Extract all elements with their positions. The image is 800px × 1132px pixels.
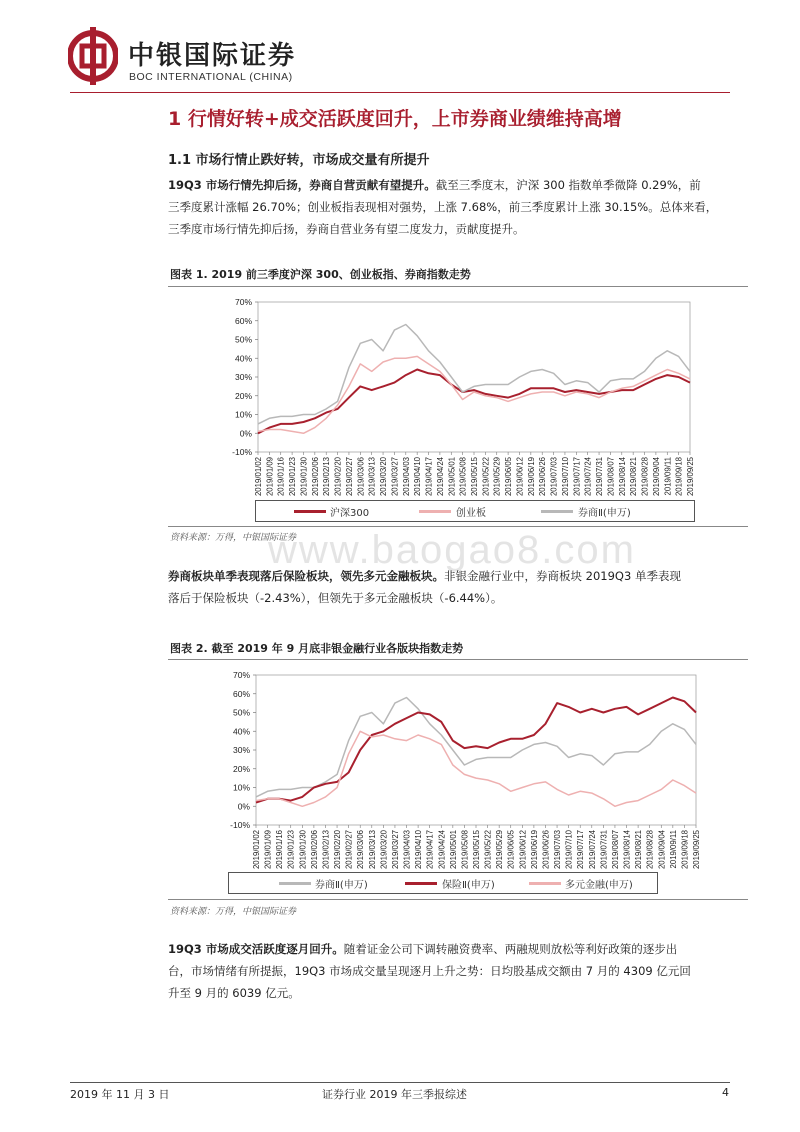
figure-1-source: 资料来源：万得，中银国际证券 xyxy=(170,533,297,543)
x-tick-label: 2019/09/11 xyxy=(668,830,678,869)
y-tick-label: 70% xyxy=(234,297,252,307)
legend-1-gem-label: 创业板 xyxy=(456,508,486,519)
x-tick-label: 2019/05/22 xyxy=(481,457,491,497)
x-tick-label: 2019/04/24 xyxy=(435,457,445,497)
paragraph-3-line-1: 随着证金公司下调转融资费率、两融规则放松等利好政策的逐步出 xyxy=(343,942,678,956)
figure-1-rule xyxy=(168,286,748,287)
x-tick-label: 2019/03/13 xyxy=(367,457,377,497)
y-tick-label: 0% xyxy=(239,428,252,439)
figure-2-rule xyxy=(168,659,748,660)
x-tick-label: 2019/01/23 xyxy=(286,830,296,870)
x-tick-label: 2019/02/20 xyxy=(333,830,343,870)
paragraph-1-lead: 19Q3 市场行情先抑后扬，券商自营贡献有望提升。 xyxy=(168,178,436,192)
x-tick-label: 2019/04/03 xyxy=(402,830,412,870)
series-line-1 xyxy=(256,698,696,803)
brand-name: 中银国际证券 xyxy=(128,41,297,71)
x-tick-label: 2019/05/15 xyxy=(470,457,479,497)
x-tick-label: 2019/09/25 xyxy=(686,457,695,497)
x-tick-label: 2019/03/27 xyxy=(390,457,400,497)
series-line-2 xyxy=(258,325,690,424)
x-tick-label: 2019/06/05 xyxy=(504,457,514,497)
x-tick-label: 2019/02/13 xyxy=(322,457,332,497)
x-tick-label: 2019/09/18 xyxy=(680,830,690,870)
paragraph-2 xyxy=(168,565,748,609)
x-tick-label: 2019/01/16 xyxy=(275,830,285,870)
x-tick-label: 2019/08/28 xyxy=(645,830,655,870)
x-tick-label: 2019/06/26 xyxy=(541,830,551,870)
x-tick-label: 2019/06/05 xyxy=(506,830,516,870)
x-tick-label: 2019/04/03 xyxy=(401,457,411,497)
brand-subtitle: BOC INTERNATIONAL (CHINA) xyxy=(129,71,293,83)
x-tick-label: 2019/02/27 xyxy=(344,830,354,870)
series-line-1 xyxy=(258,356,690,433)
x-tick-label: 2019/07/17 xyxy=(576,830,586,870)
x-tick-label: 2019/08/28 xyxy=(640,457,650,497)
y-tick-label: 40% xyxy=(234,353,252,364)
x-tick-label: 2019/07/03 xyxy=(553,830,563,870)
figure-2-legend xyxy=(228,872,658,894)
paragraph-2-line-2: 落后于保险板块（-2.43%），但领先于多元金融板块（-6.44%）。 xyxy=(168,591,503,605)
x-tick-label: 2019/09/04 xyxy=(651,457,661,497)
y-tick-label: 30% xyxy=(234,372,252,382)
x-tick-label: 2019/07/31 xyxy=(599,830,609,870)
x-tick-label: 2019/06/26 xyxy=(538,457,548,497)
paragraph-1 xyxy=(168,174,748,240)
y-tick-label: -10% xyxy=(230,820,250,830)
x-tick-label: 2019/09/25 xyxy=(692,830,701,870)
paragraph-1-line-2: 三季度累计涨幅 26.70%；创业板指表现相对强势，上涨 7.68%，前三季度累计上涨 30.15%。总体来看， xyxy=(168,200,718,214)
x-tick-label: 2019/07/24 xyxy=(583,457,593,497)
x-tick-label: 2019/03/20 xyxy=(379,457,389,497)
x-tick-label: 2019/03/27 xyxy=(390,830,400,870)
x-tick-label: 2019/07/24 xyxy=(587,830,597,870)
figure-1-title: 图表 1. 2019 前三季度沪深 300、创业板指、券商指数走势 xyxy=(170,268,471,281)
x-tick-label: 2019/02/20 xyxy=(333,457,343,497)
x-tick-label: 2019/01/02 xyxy=(252,830,261,870)
figure-1-chart xyxy=(168,290,748,524)
legend-1-gem-swatch xyxy=(419,510,451,513)
y-tick-label: 70% xyxy=(232,670,250,680)
legend-2-broker-label: 券商Ⅱ(申万) xyxy=(315,880,368,891)
paragraph-1-line-3: 三季度市场行情先抑后扬，券商自营业务有望二度发力，贡献度提升。 xyxy=(168,222,525,236)
paragraph-3-line-2: 台，市场情绪有所提振，19Q3 市场成交量呈现逐月上升之势：日均股基成交额由 7 月的 4309 亿元回 xyxy=(168,964,691,978)
legend-2-broker-swatch xyxy=(279,882,311,885)
x-tick-label: 2019/07/10 xyxy=(560,457,570,497)
y-tick-label: 0% xyxy=(237,801,250,812)
x-tick-label: 2019/05/01 xyxy=(447,457,457,497)
x-tick-label: 2019/01/09 xyxy=(265,457,275,497)
x-tick-label: 2019/02/13 xyxy=(321,830,331,870)
paragraph-1-line-1: 截至三季度末，沪深 300 指数单季微降 0.29%，前 xyxy=(435,178,701,192)
x-tick-label: 2019/08/21 xyxy=(629,457,639,497)
x-tick-label: 2019/08/14 xyxy=(617,457,627,497)
y-tick-label: 50% xyxy=(234,334,252,345)
y-tick-label: 20% xyxy=(234,390,252,401)
x-tick-label: 2019/03/06 xyxy=(356,830,366,870)
x-tick-label: 2019/09/04 xyxy=(657,830,667,870)
x-tick-label: 2019/05/08 xyxy=(458,457,468,497)
x-tick-label: 2019/07/03 xyxy=(549,457,559,497)
x-tick-label: 2019/09/18 xyxy=(674,457,684,497)
figure-2-source: 资料来源：万得，中银国际证券 xyxy=(170,907,297,917)
x-tick-label: 2019/07/31 xyxy=(595,457,605,497)
y-tick-label: 30% xyxy=(232,745,250,755)
footer-title: 证券行业 2019 年三季报综述 xyxy=(322,1088,467,1101)
legend-1-hs300-label: 沪深300 xyxy=(330,508,370,519)
figure-1-legend xyxy=(255,500,695,522)
paragraph-2-lead: 券商板块单季表现落后保险板块，领先多元金融板块。 xyxy=(168,569,444,583)
page-number: 4 xyxy=(722,1086,729,1099)
legend-1-broker-label: 券商Ⅱ(申万) xyxy=(578,508,631,519)
x-tick-label: 2019/05/15 xyxy=(472,830,481,870)
x-tick-label: 2019/01/16 xyxy=(276,457,286,497)
x-tick-label: 2019/08/07 xyxy=(610,830,620,870)
footer-date: 2019 年 11 月 3 日 xyxy=(70,1088,170,1101)
x-tick-label: 2019/01/02 xyxy=(254,457,263,497)
y-tick-label: 20% xyxy=(232,763,250,774)
boc-logo xyxy=(68,27,118,85)
x-tick-label: 2019/09/11 xyxy=(663,457,673,496)
x-tick-label: 2019/04/17 xyxy=(425,830,435,870)
x-tick-label: 2019/01/09 xyxy=(263,830,273,870)
x-tick-label: 2019/07/17 xyxy=(572,457,582,497)
x-tick-label: 2019/05/01 xyxy=(448,830,458,870)
x-tick-label: 2019/02/06 xyxy=(309,830,319,870)
x-tick-label: 2019/02/27 xyxy=(344,457,354,497)
paragraph-3-lead: 19Q3 市场成交活跃度逐月回升。 xyxy=(168,942,344,956)
legend-2-insurance-label: 保险Ⅱ(申万) xyxy=(442,880,495,891)
x-tick-label: 2019/01/30 xyxy=(299,457,309,497)
x-tick-label: 2019/08/14 xyxy=(622,830,632,870)
legend-2-insurance-swatch xyxy=(405,882,437,885)
figure-1-bottom-rule xyxy=(168,526,748,527)
x-tick-label: 2019/08/21 xyxy=(634,830,644,870)
y-tick-label: 60% xyxy=(232,688,250,699)
paragraph-3 xyxy=(168,938,748,1004)
legend-1-broker-swatch xyxy=(541,510,573,513)
x-tick-label: 2019/05/08 xyxy=(460,830,470,870)
x-tick-label: 2019/04/10 xyxy=(414,830,424,870)
series-line-2 xyxy=(256,731,696,806)
x-tick-label: 2019/06/12 xyxy=(515,457,525,497)
figure-2-title: 图表 2. 截至 2019 年 9 月底非银金融行业各版块指数走势 xyxy=(170,642,464,655)
x-tick-label: 2019/06/19 xyxy=(529,830,539,870)
y-tick-label: 60% xyxy=(234,315,252,326)
y-tick-label: 10% xyxy=(232,782,250,793)
x-tick-label: 2019/01/30 xyxy=(298,830,308,870)
legend-2-diversified-swatch xyxy=(529,882,561,885)
subsection-heading: 1.1 市场行情止跌好转，市场成交量有所提升 xyxy=(168,153,430,168)
x-tick-label: 2019/04/17 xyxy=(424,457,434,497)
x-tick-label: 2019/03/13 xyxy=(367,830,377,870)
x-tick-label: 2019/05/29 xyxy=(492,457,502,497)
x-tick-label: 2019/02/06 xyxy=(310,457,320,497)
legend-1-hs300-swatch xyxy=(294,510,326,513)
figure-2-bottom-rule xyxy=(168,899,748,900)
legend-2-diversified-label: 多元金融(申万) xyxy=(565,880,633,891)
x-tick-label: 2019/06/12 xyxy=(518,830,528,870)
paragraph-3-line-3: 升至 9 月的 6039 亿元。 xyxy=(168,986,300,1000)
footer-rule xyxy=(70,1082,730,1083)
plot-frame xyxy=(258,302,690,452)
x-tick-label: 2019/03/06 xyxy=(356,457,366,497)
y-tick-label: 10% xyxy=(234,409,252,420)
section-heading: 1 行情好转+成交活跃度回升，上市券商业绩维持高增 xyxy=(168,108,622,130)
x-tick-label: 2019/05/22 xyxy=(483,830,493,870)
header-rule xyxy=(70,92,730,93)
y-tick-label: -10% xyxy=(232,447,252,457)
y-tick-label: 40% xyxy=(232,726,250,737)
watermark: www.baogao8.com xyxy=(268,528,636,572)
figure-2-chart xyxy=(168,663,748,897)
x-tick-label: 2019/07/10 xyxy=(564,830,574,870)
x-tick-label: 2019/04/10 xyxy=(413,457,423,497)
x-tick-label: 2019/08/07 xyxy=(606,457,616,497)
y-tick-label: 50% xyxy=(232,707,250,718)
paragraph-2-line-1: 非银金融行业中，券商板块 2019Q3 单季表现 xyxy=(444,569,681,583)
x-tick-label: 2019/04/24 xyxy=(437,830,447,870)
x-tick-label: 2019/01/23 xyxy=(288,457,298,497)
x-tick-label: 2019/05/29 xyxy=(495,830,505,870)
x-tick-label: 2019/06/19 xyxy=(526,457,536,497)
x-tick-label: 2019/03/20 xyxy=(379,830,389,870)
